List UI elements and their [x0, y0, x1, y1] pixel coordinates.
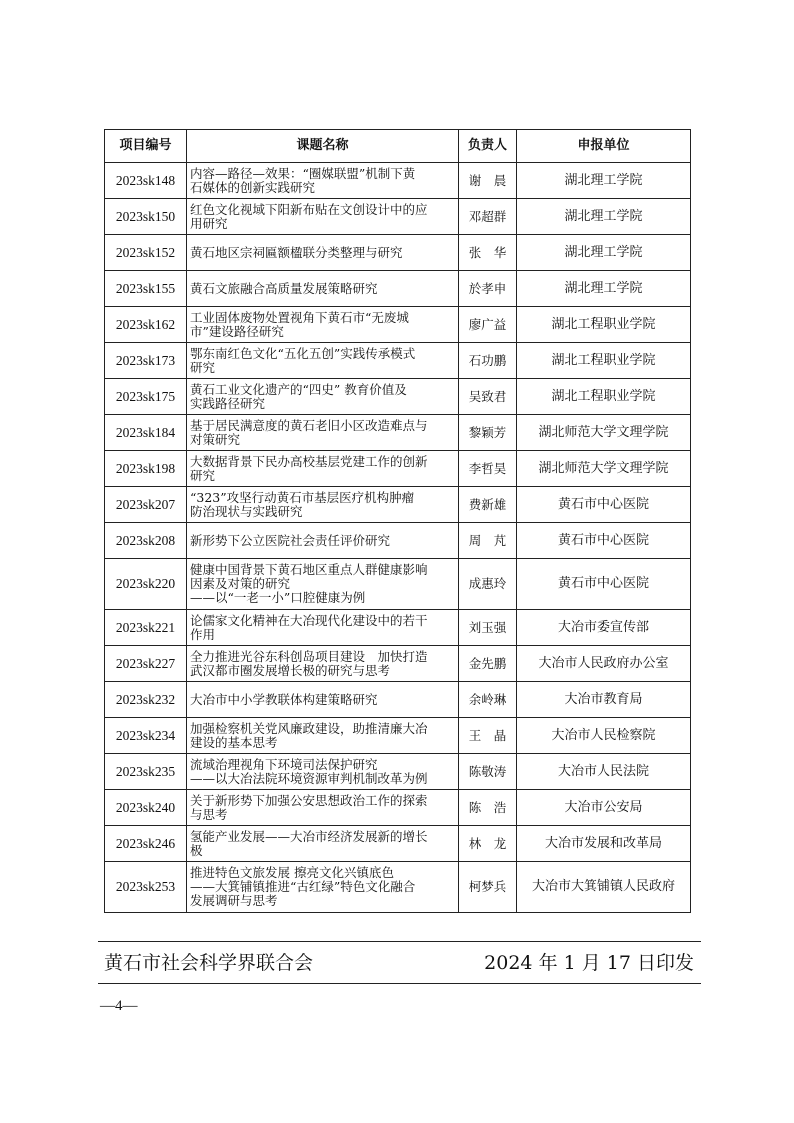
person-in-charge-cell: 金先鹏 — [459, 646, 517, 682]
table-header-row — [105, 130, 691, 163]
applicant-unit-cell: 大冶市发展和改革局 — [517, 826, 691, 862]
project-id-cell: 2023sk173 — [105, 343, 187, 379]
project-title-line: ——大箕铺镇推进“古红绿”特色文化融合 — [190, 880, 416, 894]
project-title-line: 与思考 — [190, 807, 228, 822]
project-title-line: ——以“一老一小”口腔健康为例 — [190, 591, 366, 605]
table-row — [105, 523, 691, 559]
project-id-cell: 2023sk148 — [105, 163, 187, 199]
person-in-charge-cell: 谢 晨 — [459, 163, 517, 199]
project-title-cell — [187, 271, 459, 307]
header-project-id: 项目编号 — [105, 130, 187, 163]
applicant-unit-cell: 湖北师范大学文理学院 — [517, 415, 691, 451]
project-id-cell: 2023sk232 — [105, 682, 187, 718]
table-row — [105, 343, 691, 379]
header-project-title: 课题名称 — [187, 130, 459, 163]
project-id-cell: 2023sk208 — [105, 523, 187, 559]
project-title-cell — [187, 199, 459, 235]
table-row — [105, 163, 691, 199]
project-title-cell — [187, 451, 459, 487]
project-title-line: 武汉都市圈发展增长极的研究与思考 — [190, 663, 391, 678]
project-title-cell — [187, 559, 459, 610]
table-row — [105, 487, 691, 523]
applicant-unit-cell: 黄石市中心医院 — [517, 487, 691, 523]
person-in-charge-cell: 吴致君 — [459, 379, 517, 415]
applicant-unit-cell: 湖北工程职业学院 — [517, 379, 691, 415]
table-row — [105, 235, 691, 271]
project-id-cell: 2023sk246 — [105, 826, 187, 862]
table-row — [105, 415, 691, 451]
project-title-line: 内容—路径—效果：“圈媒联盟”机制下黄 — [190, 166, 416, 181]
project-title-line: 新形势下公立医院社会责任评价研究 — [190, 533, 391, 548]
project-title-line: 全力推进光谷东科创岛项目建设 加快打造 — [190, 649, 428, 664]
applicant-unit-cell: 黄石市中心医院 — [517, 559, 691, 610]
page-number: —4— — [100, 998, 138, 1014]
applicant-unit-cell: 大冶市人民检察院 — [517, 718, 691, 754]
project-title-cell — [187, 163, 459, 199]
project-id-cell: 2023sk162 — [105, 307, 187, 343]
person-in-charge-cell: 刘玉强 — [459, 610, 517, 646]
person-in-charge-cell: 周 芃 — [459, 523, 517, 559]
project-id-cell: 2023sk150 — [105, 199, 187, 235]
project-title-cell — [187, 523, 459, 559]
project-title-line: 石媒体的创新实践研究 — [190, 180, 316, 195]
person-in-charge-cell: 陈 浩 — [459, 790, 517, 826]
table-row — [105, 271, 691, 307]
project-title-cell — [187, 415, 459, 451]
applicant-unit-cell: 大冶市人民法院 — [517, 754, 691, 790]
person-in-charge-cell: 陈敬涛 — [459, 754, 517, 790]
project-title-line: 健康中国背景下黄石地区重点人群健康影响 — [190, 563, 428, 577]
applicant-unit-cell: 黄石市中心医院 — [517, 523, 691, 559]
project-id-cell: 2023sk253 — [105, 862, 187, 913]
project-id-cell: 2023sk221 — [105, 610, 187, 646]
footer-divider-bottom — [98, 983, 701, 984]
table-row — [105, 826, 691, 862]
project-title-line: “323”攻坚行动黄石市基层医疗机构肿瘤 — [190, 490, 415, 505]
project-title-cell — [187, 826, 459, 862]
applicant-unit-cell: 大冶市委宣传部 — [517, 610, 691, 646]
project-title-line: 市”建设路径研究 — [190, 324, 284, 339]
table-row — [105, 862, 691, 913]
project-title-line: 研究 — [190, 360, 216, 375]
project-title-cell — [187, 682, 459, 718]
person-in-charge-cell: 柯梦兵 — [459, 862, 517, 913]
project-title-cell — [187, 862, 459, 913]
project-title-line: 建设的基本思考 — [190, 735, 278, 750]
project-title-cell — [187, 646, 459, 682]
applicant-unit-cell: 大冶市公安局 — [517, 790, 691, 826]
project-title-cell — [187, 235, 459, 271]
project-title-line: 防治现状与实践研究 — [190, 504, 303, 519]
applicant-unit-cell: 大冶市教育局 — [517, 682, 691, 718]
applicant-unit-cell: 湖北理工学院 — [517, 199, 691, 235]
project-title-cell — [187, 754, 459, 790]
project-table — [104, 129, 691, 913]
applicant-unit-cell: 湖北工程职业学院 — [517, 307, 691, 343]
table-row — [105, 559, 691, 610]
project-id-cell: 2023sk240 — [105, 790, 187, 826]
project-id-cell: 2023sk220 — [105, 559, 187, 610]
footer-divider-top — [98, 941, 701, 942]
project-title-line: 黄石文旅融合高质量发展策略研究 — [190, 281, 378, 296]
project-title-line: 研究 — [190, 468, 216, 483]
table-row — [105, 451, 691, 487]
project-id-cell: 2023sk234 — [105, 718, 187, 754]
project-title-line: 流域治理视角下环境司法保护研究 — [190, 757, 378, 772]
project-title-cell — [187, 487, 459, 523]
person-in-charge-cell: 王 晶 — [459, 718, 517, 754]
project-title-cell — [187, 307, 459, 343]
person-in-charge-cell: 张 华 — [459, 235, 517, 271]
applicant-unit-cell: 湖北师范大学文理学院 — [517, 451, 691, 487]
project-title-cell — [187, 379, 459, 415]
issuing-organization: 黄石市社会科学界联合会 — [104, 952, 314, 974]
table-row — [105, 682, 691, 718]
person-in-charge-cell: 石功鹏 — [459, 343, 517, 379]
project-title-line: 大冶市中小学教联体构建策略研究 — [190, 692, 378, 707]
applicant-unit-cell: 湖北工程职业学院 — [517, 343, 691, 379]
project-title-line: 红色文化视域下阳新布贴在文创设计中的应 — [190, 202, 428, 217]
project-title-line: 关于新形势下加强公安思想政治工作的探索 — [190, 793, 428, 808]
project-title-line: 论儒家文化精神在大冶现代化建设中的若干 — [190, 613, 428, 628]
project-title-cell — [187, 790, 459, 826]
person-in-charge-cell: 廖广益 — [459, 307, 517, 343]
project-title-cell — [187, 343, 459, 379]
person-in-charge-cell: 林 龙 — [459, 826, 517, 862]
project-title-cell — [187, 610, 459, 646]
issue-date: 2024 年 1 月 17 日印发 — [484, 952, 694, 974]
applicant-unit-cell: 大冶市人民政府办公室 — [517, 646, 691, 682]
project-title-line: 对策研究 — [190, 432, 241, 447]
applicant-unit-cell: 湖北理工学院 — [517, 235, 691, 271]
table-row — [105, 754, 691, 790]
project-id-cell: 2023sk235 — [105, 754, 187, 790]
project-title-line: 作用 — [190, 627, 216, 642]
table-row — [105, 379, 691, 415]
project-title-line: 推进特色文旅发展 擦亮文化兴镇底色 — [190, 866, 394, 880]
project-title-line: 黄石地区宗祠匾额楹联分类整理与研究 — [190, 245, 403, 260]
project-id-cell: 2023sk184 — [105, 415, 187, 451]
project-id-cell: 2023sk207 — [105, 487, 187, 523]
applicant-unit-cell: 湖北理工学院 — [517, 271, 691, 307]
project-title-line: ——以大冶法院环境资源审判机制改革为例 — [190, 771, 428, 786]
person-in-charge-cell: 费新雄 — [459, 487, 517, 523]
header-person-in-charge: 负责人 — [459, 130, 517, 163]
project-title-line: 极 — [190, 843, 203, 858]
person-in-charge-cell: 於孝申 — [459, 271, 517, 307]
table-row — [105, 610, 691, 646]
project-title-line: 发展调研与思考 — [190, 894, 278, 908]
header-applicant-unit: 申报单位 — [517, 130, 691, 163]
table-row — [105, 646, 691, 682]
project-title-line: 因素及对策的研究 — [190, 577, 291, 591]
project-title-line: 氢能产业发展——大冶市经济发展新的增长 — [190, 829, 428, 844]
table-row — [105, 718, 691, 754]
project-title-line: 用研究 — [190, 216, 228, 231]
project-id-cell: 2023sk152 — [105, 235, 187, 271]
project-id-cell: 2023sk198 — [105, 451, 187, 487]
person-in-charge-cell: 成惠玲 — [459, 559, 517, 610]
person-in-charge-cell: 李哲昊 — [459, 451, 517, 487]
project-title-line: 加强检察机关党风廉政建设，助推清廉大冶 — [190, 721, 428, 736]
person-in-charge-cell: 黎颖芳 — [459, 415, 517, 451]
project-title-line: 实践路径研究 — [190, 396, 266, 411]
person-in-charge-cell: 邓超群 — [459, 199, 517, 235]
project-id-cell: 2023sk175 — [105, 379, 187, 415]
project-title-line: 基于居民满意度的黄石老旧小区改造难点与 — [190, 418, 428, 433]
table-row — [105, 790, 691, 826]
table-body — [105, 163, 691, 913]
project-title-line: 工业固体废物处置视角下黄石市“无废城 — [190, 310, 409, 325]
table-row — [105, 199, 691, 235]
applicant-unit-cell: 湖北理工学院 — [517, 163, 691, 199]
project-id-cell: 2023sk155 — [105, 271, 187, 307]
applicant-unit-cell: 大冶市大箕铺镇人民政府 — [517, 862, 691, 913]
project-title-line: 鄂东南红色文化“五化五创”实践传承模式 — [190, 346, 416, 361]
project-title-line: 大数据背景下民办高校基层党建工作的创新 — [190, 454, 428, 469]
project-id-cell: 2023sk227 — [105, 646, 187, 682]
person-in-charge-cell: 余岭琳 — [459, 682, 517, 718]
table-row — [105, 307, 691, 343]
project-title-line: 黄石工业文化遗产的“四史” 教育价值及 — [190, 382, 407, 397]
project-title-cell — [187, 718, 459, 754]
